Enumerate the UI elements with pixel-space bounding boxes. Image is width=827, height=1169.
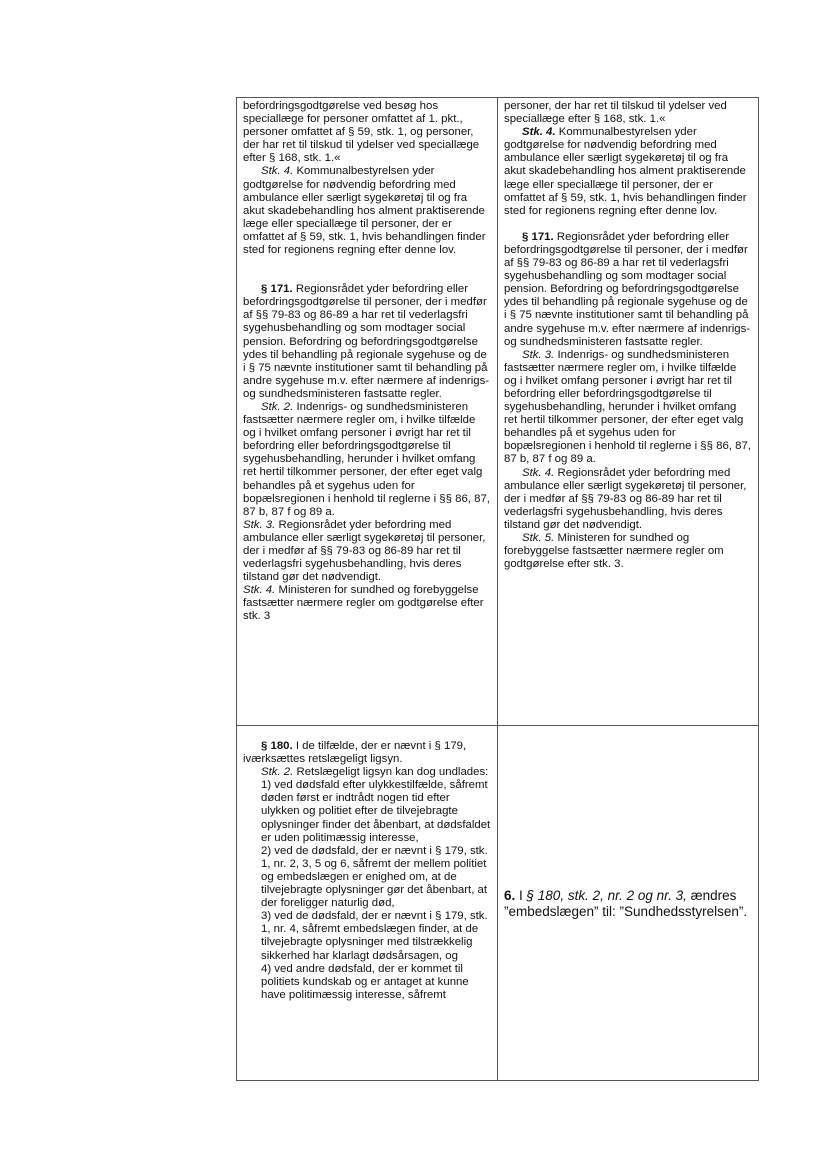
paragraph-text: Regionsrådet yder befordring med ambulance eller særligt sygekøretøj til personer, der i medfør af §§ 79-83 og 86-89 har ret til vederlagsfri sygehusbehandling, hvis deres tilstand gør det nødvendigt. [504,466,747,531]
amendment-text-part: ændres ”embedslægen” til: ”Sundhedsstyrelsen”. [504,888,748,919]
paragraph-text: Kommunalbestyrelsen yder godtgørelse for nødvendig befordring med ambulance eller særligt sygekøretøj til og fra akut skadebehandling hos alment praktiserende læge eller speciallæge til personer, der er omfattet af § 59, stk. 1, hvis behandlingen finder sted for regionens regning efter denne lov. [243,165,486,257]
paragraph-text: Ministeren for sundhed og forebyggelse fastsætter nærmere regler om godtgørelse efter stk. 3 [243,584,484,623]
paragraph-text: Indenrigs- og sundhedsministeren fastsætter nærmere regler om, i hvilke tilfælde og i hvilket omfang personer i øvrigt har ret til befordring eller befordringsgodtgørelse til sygehusbehandling, herunder i hvilket omfang ret hertil tilkommer personer, der efter eget valg behandles på et sygehus uden for bopælsregionen i henhold til reglerne i §§ 86, 87, 87 b, 87 f og 89 a. [243,400,490,518]
stk-label: Stk. 5. [522,532,555,544]
paragraph [504,231,752,349]
paragraph-text: Regionsrådet yder befordring med ambulance eller særligt sygekøretøj til personer, der i medfør af §§ 79-83 og 86-89 har ret til vederlagsfri sygehusbehandling, hvis deres tilstand gør det nødvendigt. [243,518,486,584]
paragraph-text: Kommunalbestyrelsen yder godtgørelse for nødvendig befordring med ambulance eller særligt sygekøretøj til og fra akut skadebehandling hos alment praktiserende læge eller speciallæge til personer, der er omfattet af § 59, stk. 1, hvis behandlingen finder sted for regionens regning efter denne lov. [504,126,747,217]
paragraph [504,126,752,218]
paragraph-text: Retslægeligt ligsyn kan dog undlades: [293,766,489,779]
list-item: 3) ved de dødsfald, der er nævnt i § 179, stk. 1, nr. 4, såfremt embedslægen finder, at de tilvejebragte oplysninger med tilstrækkelig sikkerhed har klarlagt dødsårsagen, og [261,910,488,962]
table-row [237,98,759,726]
list-item: 1) ved dødsfald efter ulykkestilfælde, såfremt døden først er indtrådt nogen tid efter ulykken og politiet efter de tilvejebragte oplysninger finder det åbenbart, at dødsfaldet er uden politimæssig interesse, [261,779,491,844]
paragraph [243,766,491,779]
proposal-cell [498,726,759,1081]
paragraph: personer, der har ret til tilskud til ydelser ved speciallæge efter § 168, stk. 1.« [504,100,727,126]
paragraph-text: Regionsrådet yder befordring eller befordringsgodtgørelse til personer, der i medfør af §§ 79-83 og 86-89 a har ret til vederlagsfri sygehusbehandling og som modtager social pension. Befordring og befordringsgodtgørelse ydes til behandling på regionale sygehuse og de i § 75 nævnte institutioner samt til behandling på andre sygehuse m.v. efter nærmere af indenrigs- og sundhedsministeren fastsatte regler. [504,230,751,348]
section-label: § 171. [261,283,293,296]
stk-label: Stk. 4. [522,466,555,479]
paragraph: befordringsgodtgørelse ved besøg hos speciallæge for personer omfattet af 1. pkt., personer omfattet af § 59, stk. 1, og personer, der har ret til tilskud til ydelser ved speciallæge efter § 168, stk. 1.« [243,100,480,165]
section-label: § 171. [522,230,554,243]
paragraph [243,519,491,584]
paragraph-text: Ministeren for sundhed og forebyggelse fastsætter nærmere regler om godtgørelse efter stk. 3. [504,532,724,571]
paragraph-text: Indenrigs- og sundhedsministeren fastsætter nærmere regler om, i hvilke tilfælde og i hvilket omfang personer i øvrigt har ret til befordring eller befordringsgodtgørelse til sygehusbehandling, herunder i hvilket omfang ret hertil tilkommer personer, der efter eget valg behandles på et sygehus uden for bopælsregionen i henhold til reglerne i §§ 86, 87, 87 b, 87 f og 89 a. [504,348,751,466]
paragraph [243,165,491,257]
stk-label: Stk. 2. [261,766,294,779]
stk-label: Stk. 2. [261,400,294,413]
stk-label: Stk. 4. [522,126,556,139]
stk-label: Stk. 3. [243,518,276,531]
amendment-text [504,888,752,920]
paragraph-text: Regionsrådet yder befordring eller befordringsgodtgørelse til personer, der i medfør af §§ 79-83 og 86-89 a har ret til vederlagsfri sygehusbehandling og som modtager social pension. Befordring og befordringsgodtgørelse ydes til behandling på regionale sygehuse og de i § 75 nævnte institutioner samt til behandling på andre sygehuse m.v. efter nærmere af indenrigs- og sundhedsministeren fastsatte regler. [243,283,490,400]
paragraph-text: I de tilfælde, der er nævnt i § 179, iværksættes retslægeligt ligsyn. [243,740,467,766]
proposal-cell [498,98,759,726]
section-label: § 180. [261,740,293,752]
list-item: 2) ved de dødsfald, der er nævnt i § 179, stk. 1, nr. 2, 3, 5 og 6, såfremt der mellem politiet og embedslægen er enighed om, at de tilvejebragte oplysninger gør det åbenbart, at der foreligger naturlig død, [261,844,488,910]
comparison-table [236,97,759,1081]
stk-label: Stk. 3. [522,348,555,361]
paragraph [504,467,752,532]
paragraph [243,401,491,519]
paragraph [243,283,491,401]
paragraph [504,349,752,467]
paragraph [504,532,752,571]
current-law-cell [237,98,498,726]
amendment-text-part: I [515,888,527,903]
paragraph [243,584,491,623]
paragraph [243,740,491,766]
current-law-cell [237,726,498,1081]
table-row [237,726,759,1081]
section-reference: § 180, stk. 2, nr. 2 og nr. 3, [526,888,687,903]
stk-label: Stk. 4. [261,165,294,178]
list-item: 4) ved andre dødsfald, der er kommet til politiets kundskab og er antaget at kunne have politimæssig interesse, såfremt [261,962,469,1001]
stk-label: Stk. 4. [243,584,276,597]
amendment-number: 6. [504,888,516,903]
